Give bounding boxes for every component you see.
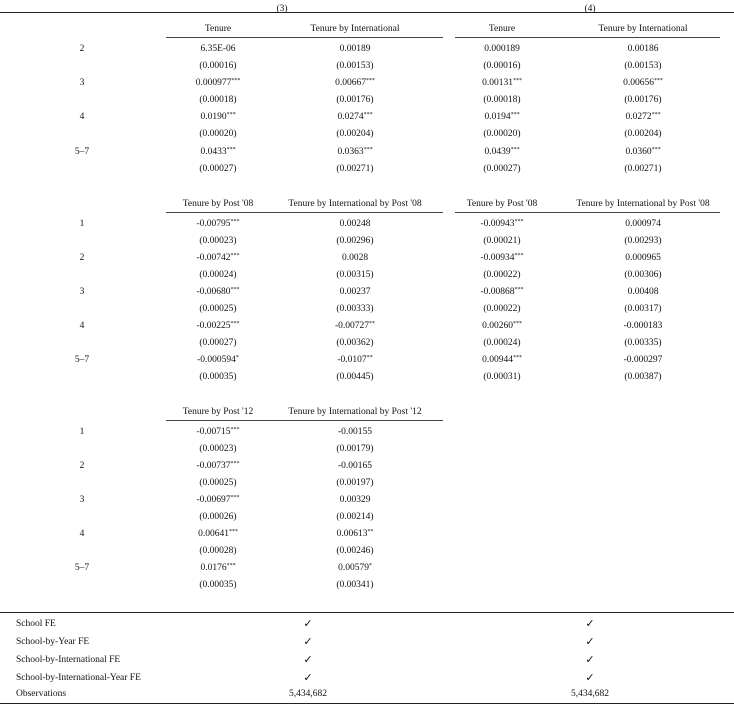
coefficient-value: 0.00408 <box>627 287 659 297</box>
coefficient-cell <box>340 43 371 55</box>
standard-error: (0.00025) <box>199 478 237 488</box>
coefficient-value: -0.00727 <box>334 321 370 331</box>
coefficient-cell <box>337 111 372 123</box>
coefficient-value: 0.000974 <box>625 219 661 229</box>
coefficient-value: 0.00944 <box>482 355 513 365</box>
significance-stars: *** <box>230 253 240 259</box>
standard-error: (0.00016) <box>483 61 521 71</box>
standard-error: (0.00317) <box>624 304 662 314</box>
coefficient-cell <box>480 286 523 298</box>
coefficient-value: -0.00868 <box>480 287 515 297</box>
coefficient-value: 0.000189 <box>484 44 520 54</box>
coefficient-value: -0.00165 <box>337 461 373 471</box>
coefficient-cell <box>625 218 661 230</box>
coefficient-cell <box>480 252 523 264</box>
standard-error: (0.00204) <box>624 129 662 140</box>
coefficient-value: -0.00943 <box>480 219 515 229</box>
coefficient-value: 0.000965 <box>625 253 661 263</box>
column-header: Tenure by International by Post '08 <box>288 199 422 209</box>
row-label: 1 <box>79 219 85 229</box>
significance-stars: *** <box>510 146 520 153</box>
row-label: 5–7 <box>74 355 90 365</box>
coefficient-cell <box>197 354 239 366</box>
coefficient-value: 0.00131 <box>482 78 513 89</box>
standard-error: (0.00016) <box>199 61 237 71</box>
significance-stars: *** <box>510 112 520 119</box>
standard-error: (0.00026) <box>199 512 237 522</box>
standard-error: (0.00296) <box>336 236 374 246</box>
row-label: 1 <box>79 427 85 437</box>
column-number-4: (4) <box>584 4 596 14</box>
coefficient-value: 6.35E-06 <box>200 44 236 54</box>
significance-stars: ** <box>369 321 376 327</box>
coefficient-cell <box>484 111 519 123</box>
significance-stars: *** <box>226 563 236 569</box>
coefficient-value: -0.00680 <box>196 287 231 297</box>
checkmark-icon: ✓ <box>585 635 595 648</box>
coefficient-value: 0.00189 <box>339 44 371 54</box>
coefficient-value: -0.00225 <box>196 321 231 331</box>
coefficient-value: 0.0363 <box>337 146 364 157</box>
coefficient-cell <box>338 562 372 574</box>
standard-error: (0.00246) <box>336 546 374 556</box>
coefficient-value: -0.000183 <box>623 321 663 331</box>
standard-error: (0.00335) <box>624 338 662 348</box>
coefficient-value: 0.0194 <box>484 112 511 123</box>
coefficient-cell <box>200 111 235 123</box>
column-header: Tenure by Post '12 <box>182 407 254 417</box>
standard-error: (0.00271) <box>336 163 374 174</box>
coefficient-value: 0.00186 <box>627 44 659 54</box>
column-header: Tenure by Post '08 <box>182 199 254 209</box>
column-header: Tenure <box>488 24 516 34</box>
significance-stars: *** <box>230 495 240 501</box>
significance-stars: *** <box>231 78 241 85</box>
coefficient-cell <box>200 146 235 158</box>
coefficient-cell <box>196 460 239 472</box>
coefficient-value: -0.00715 <box>196 427 231 437</box>
standard-error: (0.00387) <box>624 372 662 382</box>
coefficient-value: -0.00737 <box>196 461 231 471</box>
standard-error: (0.00024) <box>199 270 237 280</box>
coefficient-value: 0.00329 <box>339 495 371 505</box>
standard-error: (0.00176) <box>624 95 662 106</box>
coefficient-value: 0.0439 <box>484 146 511 157</box>
coefficient-value: 0.00667 <box>335 78 366 89</box>
standard-error: (0.00197) <box>336 478 374 488</box>
coefficient-cell <box>484 43 520 55</box>
coefficient-cell <box>625 111 660 123</box>
coefficient-cell <box>200 43 235 55</box>
coefficient-value: 0.00641 <box>198 529 229 539</box>
standard-error: (0.00035) <box>199 372 237 382</box>
footer-label: School-by-International FE <box>16 655 121 665</box>
coefficient-cell <box>340 218 371 230</box>
significance-stars: *** <box>363 112 373 119</box>
significance-stars: *** <box>226 146 236 153</box>
coefficient-cell <box>625 252 661 264</box>
significance-stars: * <box>235 355 239 361</box>
coefficient-value: -0.00795 <box>196 219 231 229</box>
significance-stars: *** <box>226 112 236 119</box>
coefficient-value: -0.000594 <box>197 355 236 365</box>
coefficient-value: -0.0107 <box>337 355 367 365</box>
row-label: 4 <box>79 321 85 331</box>
coefficient-cell <box>337 528 374 540</box>
coefficient-cell <box>628 286 659 298</box>
coefficient-cell <box>335 320 375 332</box>
significance-stars: *** <box>512 355 522 361</box>
significance-stars: *** <box>512 321 522 327</box>
standard-error: (0.00027) <box>483 163 521 174</box>
standard-error: (0.00018) <box>483 95 521 106</box>
coefficient-cell <box>198 528 238 540</box>
coefficient-cell <box>338 426 372 438</box>
coefficient-cell <box>196 252 239 264</box>
column-header: Tenure <box>204 24 232 34</box>
standard-error: (0.00179) <box>336 444 374 454</box>
coefficient-value: 0.0190 <box>200 112 227 123</box>
coefficient-value: -0.00155 <box>337 427 373 437</box>
row-label: 4 <box>79 112 85 123</box>
standard-error: (0.00024) <box>483 338 521 348</box>
coefficient-cell <box>340 286 371 298</box>
row-label: 2 <box>79 253 85 263</box>
significance-stars: *** <box>651 112 661 119</box>
footer-label: School-by-International-Year FE <box>16 673 141 683</box>
coefficient-cell <box>340 494 371 506</box>
significance-stars: *** <box>514 219 524 225</box>
standard-error: (0.00023) <box>199 444 237 454</box>
standard-error: (0.00021) <box>483 236 521 246</box>
significance-stars: *** <box>230 321 240 327</box>
standard-error: (0.00204) <box>336 129 374 140</box>
significance-stars: *** <box>230 219 240 225</box>
significance-stars: *** <box>230 461 240 467</box>
header-rule <box>455 37 720 38</box>
observations-value: 5,434,682 <box>289 689 327 699</box>
significance-stars: *** <box>230 287 240 293</box>
footer-rule <box>0 612 734 613</box>
coefficient-cell <box>196 426 239 438</box>
coefficient-cell <box>624 354 663 366</box>
coefficient-value: -0.00742 <box>196 253 231 263</box>
coefficient-value: 0.0360 <box>625 146 652 157</box>
row-label: 2 <box>79 44 85 54</box>
standard-error: (0.00022) <box>483 270 521 280</box>
coefficient-value: 0.00613 <box>336 529 368 539</box>
standard-error: (0.00018) <box>199 95 237 106</box>
coefficient-cell <box>200 562 235 574</box>
significance-stars: * <box>368 563 372 569</box>
standard-error: (0.00025) <box>199 304 237 314</box>
column-header: Tenure by Post '08 <box>466 199 538 209</box>
significance-stars: ** <box>367 529 374 535</box>
standard-error: (0.00306) <box>624 270 662 280</box>
coefficient-value: 0.000977 <box>195 78 232 89</box>
standard-error: (0.00031) <box>483 372 521 382</box>
column-header: Tenure by International by Post '08 <box>576 199 710 209</box>
standard-error: (0.00027) <box>199 338 237 348</box>
standard-error: (0.00333) <box>336 304 374 314</box>
significance-stars: *** <box>512 78 522 85</box>
checkmark-icon: ✓ <box>585 617 595 630</box>
coefficient-value: 0.0272 <box>625 112 652 123</box>
coefficient-value: 0.0176 <box>200 563 227 573</box>
significance-stars: *** <box>228 529 238 535</box>
coefficient-cell <box>625 146 660 158</box>
footer-label: School-by-Year FE <box>16 637 90 647</box>
standard-error: (0.00341) <box>336 580 374 590</box>
standard-error: (0.00022) <box>483 304 521 314</box>
footer-label: Observations <box>16 689 67 699</box>
coefficient-value: 0.00248 <box>339 219 371 229</box>
coefficient-cell <box>482 320 522 332</box>
standard-error: (0.00020) <box>483 129 521 140</box>
coefficient-cell <box>480 218 523 230</box>
row-label: 4 <box>79 529 85 539</box>
coefficient-cell <box>484 146 519 158</box>
significance-stars: *** <box>514 287 524 293</box>
coefficient-cell <box>196 494 239 506</box>
significance-stars: ** <box>366 355 373 361</box>
row-label: 5–7 <box>74 146 90 157</box>
coefficient-cell <box>337 354 372 366</box>
top-rule <box>0 12 734 13</box>
coefficient-cell <box>628 43 659 55</box>
standard-error: (0.00027) <box>199 163 237 174</box>
coefficient-value: 0.00656 <box>623 78 654 89</box>
observations-value: 5,434,682 <box>571 689 609 699</box>
significance-stars: *** <box>230 427 240 433</box>
coefficient-value: 0.0028 <box>341 253 369 263</box>
coefficient-cell <box>196 320 239 332</box>
standard-error: (0.00020) <box>199 129 237 140</box>
coefficient-value: -0.000297 <box>623 355 663 365</box>
row-label: 3 <box>79 287 85 297</box>
coefficient-cell <box>338 460 372 472</box>
standard-error: (0.00153) <box>336 61 374 71</box>
column-header: Tenure by International <box>598 24 688 34</box>
significance-stars: *** <box>653 78 663 85</box>
coefficient-value: 0.0433 <box>200 146 227 157</box>
coefficient-cell <box>342 252 368 264</box>
checkmark-icon: ✓ <box>303 635 313 648</box>
standard-error: (0.00271) <box>624 163 662 174</box>
coefficient-value: -0.00697 <box>196 495 231 505</box>
column-header: Tenure by International <box>310 24 400 34</box>
standard-error: (0.00445) <box>336 372 374 382</box>
coefficient-value: 0.00260 <box>482 321 513 331</box>
coefficient-cell <box>196 77 241 89</box>
column-header: Tenure by International by Post '12 <box>288 407 422 417</box>
standard-error: (0.00176) <box>336 95 374 106</box>
standard-error: (0.00028) <box>199 546 237 556</box>
standard-error: (0.00023) <box>199 236 237 246</box>
coefficient-value: 0.0274 <box>337 112 364 123</box>
column-number-3: (3) <box>276 4 288 14</box>
standard-error: (0.00035) <box>199 580 237 590</box>
significance-stars: *** <box>514 253 524 259</box>
coefficient-cell <box>196 218 239 230</box>
checkmark-icon: ✓ <box>585 653 595 666</box>
checkmark-icon: ✓ <box>303 653 313 666</box>
header-rule <box>166 212 443 213</box>
coefficient-cell <box>335 77 375 89</box>
standard-error: (0.00362) <box>336 338 374 348</box>
coefficient-cell <box>337 146 372 158</box>
row-label: 2 <box>79 461 85 471</box>
coefficient-cell <box>623 77 663 89</box>
standard-error: (0.00153) <box>624 61 662 71</box>
coefficient-value: 0.00237 <box>339 287 371 297</box>
checkmark-icon: ✓ <box>303 671 313 684</box>
standard-error: (0.00293) <box>624 236 662 246</box>
bottom-rule <box>0 703 734 704</box>
significance-stars: *** <box>363 146 373 153</box>
significance-stars: *** <box>651 146 661 153</box>
header-rule <box>166 37 443 38</box>
checkmark-icon: ✓ <box>585 671 595 684</box>
row-label: 3 <box>79 495 85 505</box>
significance-stars: *** <box>365 78 375 85</box>
row-label: 5–7 <box>74 563 90 573</box>
footer-label: School FE <box>16 619 56 629</box>
coefficient-cell <box>482 354 522 366</box>
header-rule <box>455 212 720 213</box>
coefficient-cell <box>624 320 663 332</box>
coefficient-value: 0.00579 <box>338 563 369 573</box>
standard-error: (0.00214) <box>336 512 374 522</box>
coefficient-cell <box>482 77 522 89</box>
header-rule <box>166 420 443 421</box>
row-label: 3 <box>79 78 85 89</box>
checkmark-icon: ✓ <box>303 617 313 630</box>
coefficient-value: -0.00934 <box>480 253 515 263</box>
coefficient-cell <box>196 286 239 298</box>
standard-error: (0.00315) <box>336 270 374 280</box>
